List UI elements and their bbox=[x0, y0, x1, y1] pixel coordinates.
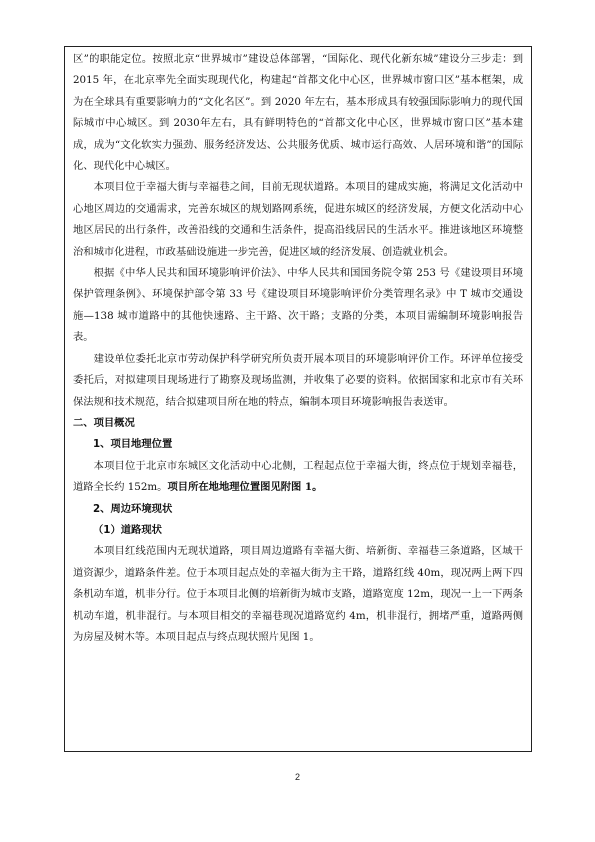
document-body bbox=[73, 49, 523, 648]
paragraph-road-status: 本项目红线范围内无现状道路，项目周边道路有幸福大街、培新街、幸福巷三条道路，区域干道资源少，道路条件差。位于本项目起点处的幸福大街为主干路，道路红线 40m，现况两上两下四条机动车道，机非分行。位于本项目北侧的培新街为城市支路，道路宽度 12m，现况一上一下两条机动车道，机非混行。与本项目相交的幸福巷现况道路宽约 4m，机非混行，拥堵严重，道路两侧为房屋及树木等。本项目起点与终点现状照片见图 1。 bbox=[73, 545, 523, 643]
subheading-road-status: （1）道路现状 bbox=[93, 523, 162, 536]
subheading-geographic-location: 1、项目地理位置 bbox=[93, 438, 173, 451]
paragraph-project-background: 本项目位于幸福大街与幸福巷之间，目前无现状道路。本项目的建成实施，将满足文化活动中心地区周边的交通需求，完善东城区的规划路网系统，促进东城区的经济发展，方便文化活动中心地区居民的出行条件，改善沿线的交通和生活条件，提高沿线居民的生活水平。推进该地区环境整治和城市化进程，市政基础设施进一步完善，促进区域的经济发展、创造就业机会。 bbox=[73, 181, 523, 258]
document-frame bbox=[64, 46, 532, 752]
subheading-surrounding-environment: 2、周边环境现状 bbox=[93, 502, 173, 515]
location-text: 本项目位于北京市东城区文化活动中心北侧，工程起点位于幸福大街，终点位于规划幸福巷，道路全长约 152m。 bbox=[73, 459, 523, 494]
page-number: 2 bbox=[294, 772, 300, 782]
paragraph-eia-commission: 建设单位委托北京市劳动保护科学研究所负责开展本项目的环境影响评价工作。环评单位接受委托后，对拟建项目现场进行了勘察及现场监测，并收集了必要的资料。依据国家和北京市有关环保法规和技术规范，结合拟建项目所在地的特点，编制本项目环境影响报告表送审。 bbox=[73, 352, 523, 408]
location-figure-reference: 项目所在地地理位置图见附图 1。 bbox=[167, 481, 323, 494]
paragraph-legal-basis: 根据《中华人民共和国环境影响评价法》、中华人民共和国国务院令第 253 号《建设项目环境保护管理条例》、环境保护部令第 33 号《建设项目环境影响评价分类管理名录》中 T 城市交通设施—138 城市道路中的其他快速路、主干路、次干路；支路的分类，本项目需编制环境影响报告表。 bbox=[73, 267, 523, 344]
section-heading-project-overview: 二、项目概况 bbox=[73, 416, 135, 429]
paragraph-plan-phases: 区”的职能定位。按照北京“世界城市”建设总体部署，“国际化、现代化新东城”建设分三步走：到 2015 年，在北京率先全面实现现代化，构建起“首都文化中心区，世界城市窗口区”基本框架，成为在全球具有重要影响力的“文化名区”。到 2020 年左右，基本形成具有较强国际影响力的现代国际城市中心城区。到 2030年左右，具有鲜明特色的“首都文化中心区，世界城市窗口区”基本建成，成为“文化软实力强劲、服务经济发达、公共服务优质、城市运行高效、人居环境和谐”的国际化、现代化中心城区。 bbox=[73, 53, 523, 173]
paragraph-location bbox=[73, 456, 523, 499]
